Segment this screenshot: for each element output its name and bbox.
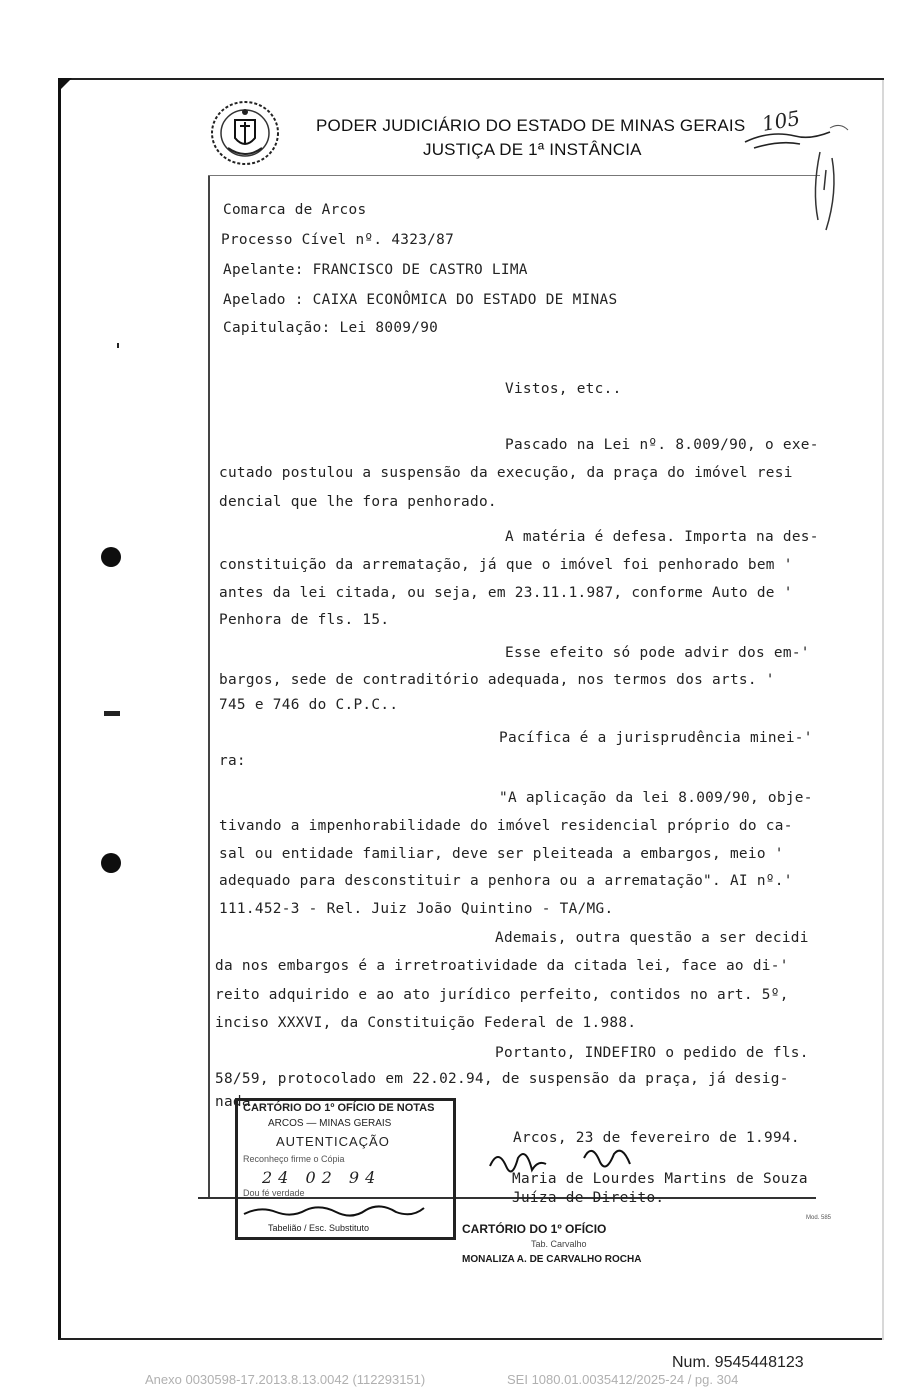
court-header-title: PODER JUDICIÁRIO DO ESTADO DE MINAS GERAIS	[316, 116, 746, 135]
page-corner-mark	[58, 78, 72, 92]
body-line: reito adquirido e ao ato jurídico perfeito, contidos no art. 5º,	[215, 987, 789, 1003]
stamp-date: 24 02 94	[262, 1168, 382, 1187]
handwritten-annotation	[740, 100, 860, 260]
body-line: 111.452-3 - Rel. Juiz João Quintino - TA/MG.	[219, 901, 614, 917]
salutation: Vistos, etc..	[505, 381, 622, 397]
form-code: Mod. 585	[806, 1215, 832, 1221]
stamp-word: AUTENTICAÇÃO	[276, 1134, 390, 1149]
body-line: inciso XXXVI, da Constituição Federal de 1.988.	[215, 1015, 637, 1031]
stamp-title: CARTÓRIO DO 1º OFÍCIO DE NOTAS	[243, 1102, 435, 1114]
body-line: Penhora de fls. 15.	[219, 612, 390, 628]
annex-reference: Anexo 0030598-17.2013.8.13.0042 (112293151)	[145, 1372, 426, 1387]
text-frame-left-rule	[208, 175, 210, 1197]
stamp-line: Dou fé verdade	[243, 1188, 305, 1198]
body-line: constituição da arrematação, já que o imóvel foi penhorado bem '	[219, 557, 793, 573]
body-line: Esse efeito só pode advir dos em-'	[505, 645, 810, 661]
stamp-signature	[240, 1196, 450, 1222]
body-line: A matéria é defesa. Importa na des-	[505, 529, 819, 545]
cartorio-stamp-title: CARTÓRIO DO 1º OFÍCIO	[462, 1222, 607, 1236]
body-line: dencial que lhe fora penhorado.	[219, 494, 497, 510]
case-comarca: Comarca de Arcos	[223, 202, 367, 218]
text-frame-top-rule	[208, 175, 820, 176]
case-appellant: Apelante: FRANCISCO DE CASTRO LIMA	[223, 262, 528, 278]
case-capitulation: Capitulação: Lei 8009/90	[223, 320, 439, 336]
scan-mark	[104, 711, 120, 716]
scan-mark	[117, 343, 119, 348]
cartorio-stamp-sub: Tab. Carvalho	[531, 1239, 587, 1249]
body-line: adequado para desconstituir a penhora ou a arrematação". AI nº.'	[219, 873, 793, 889]
folio-number: 105	[760, 105, 802, 136]
body-line: 58/59, protocolado em 22.02.94, de suspensão da praça, já desig-	[215, 1071, 789, 1087]
stamp-line: Reconheço firme o Cópia	[243, 1154, 345, 1164]
body-line: Pascado na Lei nº. 8.009/90, o exe-	[505, 437, 819, 453]
stamp-footer: Tabelião / Esc. Substituto	[268, 1223, 370, 1233]
body-line: tivando a impenhorabilidade do imóvel residencial próprio do ca-	[219, 818, 793, 834]
body-line: da nos embargos é a irretroatividade da citada lei, face ao di-'	[215, 958, 789, 974]
body-line: ra:	[219, 753, 246, 769]
body-line: Portanto, INDEFIRO o pedido de fls.	[495, 1045, 809, 1061]
body-line: bargos, sede de contraditório adequada, nos termos dos arts. '	[219, 672, 775, 688]
coat-of-arms-seal	[208, 98, 282, 168]
court-header-subtitle: JUSTIÇA DE 1ª INSTÂNCIA	[423, 140, 642, 159]
sei-reference: SEI 1080.01.0035412/2025-24 / pg. 304	[507, 1372, 739, 1387]
body-line: cutado postulou a suspensão da execução, da praça do imóvel resi	[219, 465, 793, 481]
punch-hole	[101, 853, 121, 873]
stamp-city: ARCOS — MINAS GERAIS	[268, 1118, 392, 1129]
punch-hole	[101, 547, 121, 567]
body-line: Ademais, outra questão a ser decidi	[495, 930, 809, 946]
case-process: Processo Cível nº. 4323/87	[221, 232, 455, 248]
body-line: "A aplicação da lei 8.009/90, obje-	[499, 790, 813, 806]
body-line: nada.	[215, 1094, 260, 1110]
body-line: 745 e 746 do C.P.C..	[219, 697, 399, 713]
cartorio-stamp-name: MONALIZA A. DE CARVALHO ROCHA	[462, 1254, 642, 1265]
body-line: antes da lei citada, ou seja, em 23.11.1.987, conforme Auto de '	[219, 585, 793, 601]
case-appellee: Apelado : CAIXA ECONÔMICA DO ESTADO DE MINAS	[223, 292, 618, 308]
judge-name: Maria de Lourdes Martins de Souza	[512, 1171, 808, 1187]
body-line: sal ou entidade familiar, deve ser pleiteada a embargos, meio '	[219, 846, 784, 862]
document-number: Num. 9545448123	[672, 1354, 804, 1371]
judge-title: Juíza de Direito.	[512, 1190, 665, 1206]
body-line: Pacífica é a jurisprudência minei-'	[499, 730, 813, 746]
closing-date: Arcos, 23 de fevereiro de 1.994.	[513, 1130, 800, 1146]
page-right-edge	[882, 80, 884, 1340]
